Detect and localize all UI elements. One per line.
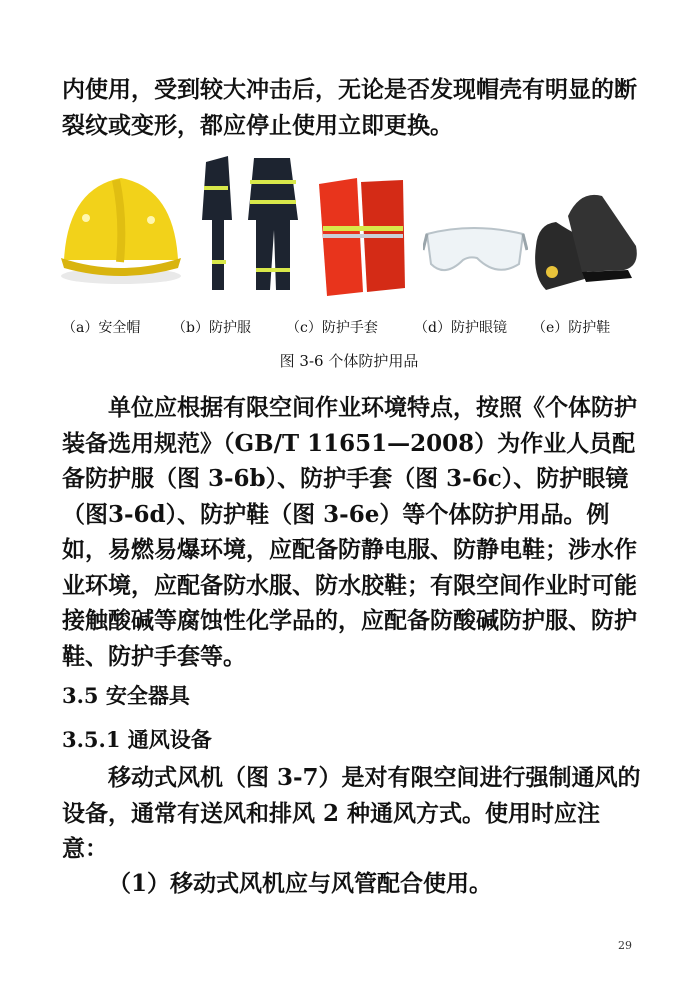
caption-protective-suit: （b）防护服 xyxy=(172,320,251,336)
caption-safety-goggles: （d）防护眼镜 xyxy=(414,320,507,336)
figure-title: 图 3-6 个体防护用品 xyxy=(279,352,419,370)
subsection-heading: 3.5.1 通风设备 xyxy=(62,727,212,752)
caption-protective-gloves: （c）防护手套 xyxy=(286,320,378,336)
section-heading: 3.5 安全器具 xyxy=(62,683,190,708)
list-item-1: （1）移动式风机应与风管配合使用。 xyxy=(108,870,493,897)
protective-suit-image xyxy=(198,150,308,295)
caption-safety-helmet: （a）安全帽 xyxy=(62,320,141,336)
safety-shoes-image xyxy=(528,186,643,298)
body-paragraph-2: 单位应根据有限空间作业环境特点，按照《个体防护装备选用规范》（GB/T 11651—2008）为作业人员配备防护服（图 3-6b）、防护手套（图 3-6c）、防护眼镜（图3-6d）、防护鞋（图 3-6e）等个体防护用品。例如，易燃易爆环境，应配备防静电服、防静电鞋；涉水作业环境，应配备防水服、防水胶鞋；有限空间作业时可能接触酸碱等腐蚀性化学品的，应配备防酸碱防护服、防护鞋、防护手套等。 xyxy=(62,394,637,670)
safety-goggles-image xyxy=(423,220,528,286)
top-paragraph: 内使用，受到较大冲击后，无论是否发现帽壳有明显的断裂纹或变形，都应停止使用立即更换。 xyxy=(62,76,637,139)
protective-gloves-image xyxy=(313,174,413,298)
page-number: 29 xyxy=(618,939,632,952)
caption-safety-shoes: （e）防护鞋 xyxy=(532,320,611,336)
body-paragraph-3: 移动式风机（图 3-7）是对有限空间进行强制通风的设备，通常有送风和排风 2 种通风方式。使用时应注意： xyxy=(62,764,641,862)
safety-helmet-image xyxy=(56,158,186,288)
figure-images xyxy=(48,150,648,310)
